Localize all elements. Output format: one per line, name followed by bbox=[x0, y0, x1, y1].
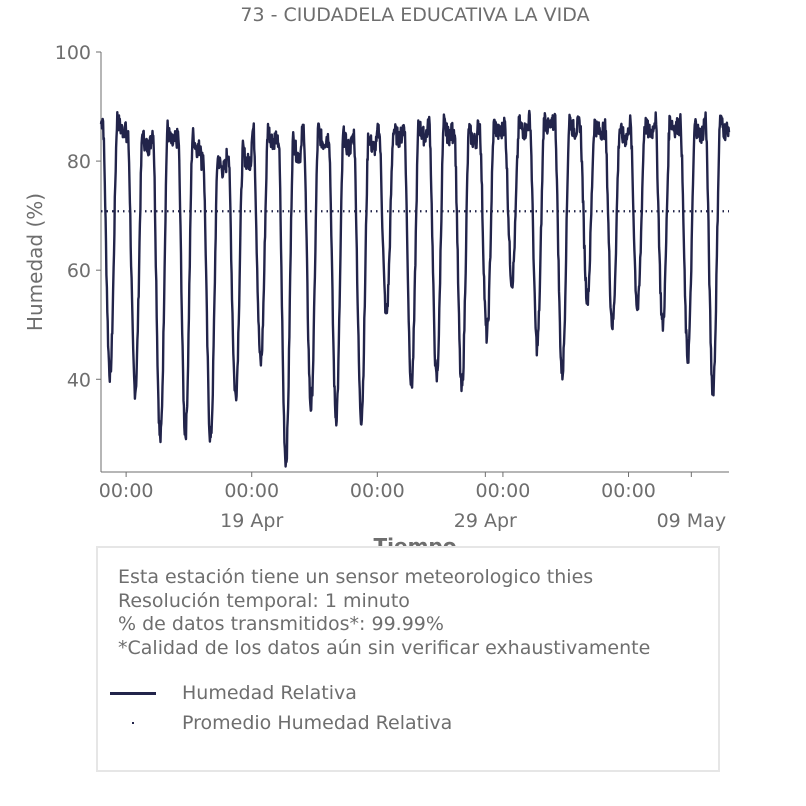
x-date-label: 09 May bbox=[656, 510, 727, 532]
series-humedad-relativa bbox=[101, 111, 729, 467]
chart-title: 73 - CIUDADELA EDUCATIVA LA VIDA bbox=[240, 4, 590, 26]
x-tick-label: 00:00 bbox=[224, 480, 280, 502]
y-axis-label: Humedad (%) bbox=[23, 192, 47, 332]
x-tick-label: 00:00 bbox=[98, 480, 154, 502]
x-tick-label: 00:00 bbox=[349, 480, 405, 502]
legend-line-swatch bbox=[110, 692, 156, 695]
legend-series-label: Humedad Relativa bbox=[182, 682, 357, 704]
y-tick-label: 60 bbox=[66, 260, 91, 283]
info-legend-box bbox=[96, 546, 720, 772]
y-tick-label: 100 bbox=[54, 42, 91, 64]
legend-item-mean bbox=[110, 711, 452, 735]
x-tick-label: 00:00 bbox=[475, 480, 531, 502]
x-tick-label: 00:00 bbox=[601, 480, 656, 502]
y-tick-label: 80 bbox=[66, 151, 91, 174]
legend-item-series bbox=[110, 681, 357, 705]
station-info bbox=[118, 566, 650, 660]
x-date-label: 19 Apr bbox=[220, 510, 284, 532]
x-date-label: 29 Apr bbox=[453, 510, 517, 532]
legend-mean-label: Promedio Humedad Relativa bbox=[182, 712, 453, 734]
info-transmitted: % de datos transmitidos*: 99.99% bbox=[118, 613, 444, 635]
series-layer bbox=[101, 111, 729, 467]
info-sensor: Esta estación tiene un sensor meteorologico thies bbox=[118, 566, 594, 588]
legend-dot-swatch bbox=[110, 722, 156, 725]
info-quality: *Calidad de los datos aún sin verificar exhaustivamente bbox=[118, 636, 651, 659]
y-tick-label: 40 bbox=[66, 369, 91, 392]
info-resolution: Resolución temporal: 1 minuto bbox=[118, 589, 410, 612]
